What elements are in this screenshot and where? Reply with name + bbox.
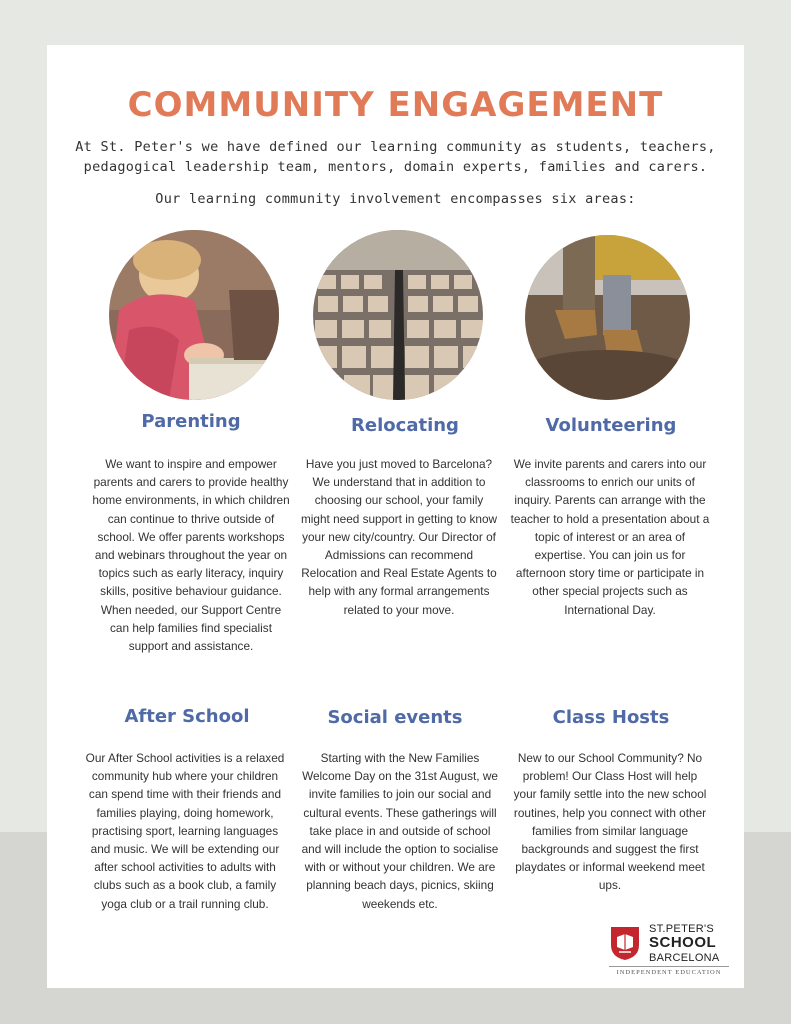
section-heading-volunteering: Volunteering [545,415,677,436]
section-body-parenting: We want to inspire and empower parents and carers to provide healthy home environments, in which children can continue to thrive outside of school. We offer parents workshops and webinars throughout the year on topics such as early literacy, inquiry skills, positive behaviour guidance. When needed, our Support Centre can help families find specialist support and assistance. [92,457,290,654]
logo-text-line3: BARCELONA [649,952,720,964]
section-body-after-school: Our After School activities is a relaxed community hub where your children can spend time with their friends and families playing, doing homework, practising sport, learning languages and music. We will be extending our after school activities to adults with clubs such as a book club, a family yoga club or a trail running club. [85,751,285,911]
boots-on-ground-photo [525,235,690,400]
barcelona-aerial-photo [313,230,483,400]
logo-text-line2: SCHOOL [649,934,717,951]
section-heading-parenting: Parenting [141,411,241,432]
section-body-volunteering: We invite parents and carers into our classrooms to enrich our units of inquiry. Parents can arrange with the teacher to hold a presentation about a topic of interest or an area of expertise. You can join us for afternoon story time or participate in other special projects such as International Day. [510,457,710,617]
logo-text-line1: ST.PETER'S [649,923,715,935]
section-heading-class-hosts: Class Hosts [552,707,670,728]
school-logo [609,921,729,976]
child-reading-photo [109,230,279,400]
page-title: COMMUNITY ENGAGEMENT [127,85,664,125]
section-heading-social-events: Social events [327,707,463,728]
section-body-relocating: Have you just moved to Barcelona? We understand that in addition to choosing our school, your family might need support in getting to know your new city/country. Our Director of Admissions can recommend Relocation and Real Estate Agents to help with any formal arrangements related to your move. [300,457,498,617]
section-body-social-events: Starting with the New Families Welcome Day on the 31st August, we invite families to join our social and cultural events. These gatherings will take place in and outside of school and will include the option to socialise with or without your children. We are planning beach days, picnics, skiing weekends etc. [301,751,499,911]
section-body-class-hosts: New to our School Community? No problem! Our Class Host will help your family settle into the new school routines, help you connect with other families from similar language backgrounds and suggest the first playdates or informal weekend meet ups. [513,751,707,893]
school-crest-icon [609,925,641,961]
intro-text: At St. Peter's we have defined our learning community as students, teachers, pedagogical leadership team, mentors, domain experts, families and carers. [75,139,716,175]
areas-intro-text: Our learning community involvement encompasses six areas: [155,191,636,207]
section-heading-after-school: After School [124,706,250,727]
section-heading-relocating: Relocating [351,415,459,436]
flyer-page [47,45,744,988]
logo-tagline: INDEPENDENT EDUCATION [609,966,729,976]
